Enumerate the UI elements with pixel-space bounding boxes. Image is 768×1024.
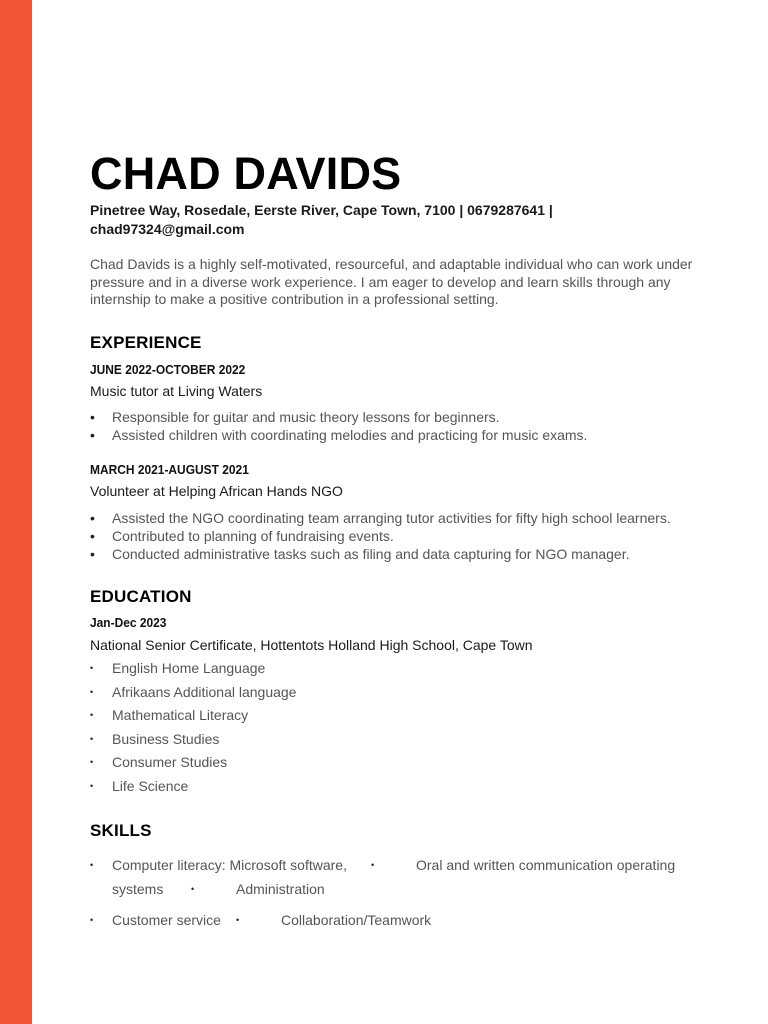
contact-address-phone: Pinetree Way, Rosedale, Eerste River, Cape Town, 7100 | 0679287641 | <box>90 202 553 218</box>
job-bullets <box>90 408 710 444</box>
contact-email: chad97324@gmail.com <box>90 221 245 237</box>
list-item: • Conducted administrative tasks such as filing and data capturing for NGO manager. <box>90 545 710 563</box>
accent-bar <box>0 0 32 1024</box>
job-dates: MARCH 2021-AUGUST 2021 <box>90 462 249 477</box>
list-item: • Life Science <box>90 775 710 799</box>
bullet-icon: • <box>90 915 94 925</box>
bullet-icon: • <box>371 860 375 870</box>
skill-item: Computer literacy: Microsoft software, <box>112 857 347 873</box>
job-role: Volunteer at Helping African Hands NGO <box>90 483 343 499</box>
education-heading: EDUCATION <box>90 587 192 606</box>
skill-item: systems <box>112 881 164 897</box>
contact-info <box>90 201 690 239</box>
job-role: Music tutor at Living Waters <box>90 383 263 399</box>
bullet-icon: • <box>90 860 94 870</box>
bullet-icon: • <box>236 915 240 925</box>
candidate-name: CHAD DAVIDS <box>90 148 402 199</box>
list-item: • Afrikaans Additional language <box>90 681 710 705</box>
profile-summary: Chad Davids is a highly self-motivated, resourceful, and adaptable individual who can work under pressure and in a diverse work experience. I am eager to develop and learn skills through any internship to make a positive contribution in a professional setting. <box>90 256 693 307</box>
list-item: • Mathematical Literacy <box>90 704 710 728</box>
list-item: • Contributed to planning of fundraising events. <box>90 527 710 545</box>
education-school: National Senior Certificate, Hottentots Holland High School, Cape Town <box>90 637 533 653</box>
skills-heading: SKILLS <box>90 821 152 840</box>
subject-list <box>90 657 710 799</box>
list-item: • Responsible for guitar and music theory lessons for beginners. <box>90 408 710 426</box>
job-dates: JUNE 2022-OCTOBER 2022 <box>90 362 246 377</box>
skills-row <box>90 881 710 899</box>
list-item: • English Home Language <box>90 657 710 681</box>
job-bullets <box>90 509 710 563</box>
skills-row <box>90 857 710 875</box>
list-item: • Assisted the NGO coordinating team arranging tutor activities for fifty high school learners. <box>90 509 710 527</box>
skill-item: Customer service <box>112 912 221 928</box>
skill-item: Collaboration/Teamwork <box>281 912 432 928</box>
list-item: • Business Studies <box>90 728 710 752</box>
skill-item: Administration <box>236 881 325 897</box>
experience-heading: EXPERIENCE <box>90 333 202 352</box>
list-item: • Assisted children with coordinating melodies and practicing for music exams. <box>90 426 710 444</box>
skills-row <box>90 912 710 930</box>
education-dates: Jan-Dec 2023 <box>90 615 167 630</box>
skill-item: Oral and written communication operating <box>416 857 676 873</box>
list-item: • Consumer Studies <box>90 751 710 775</box>
bullet-icon: • <box>191 884 195 894</box>
